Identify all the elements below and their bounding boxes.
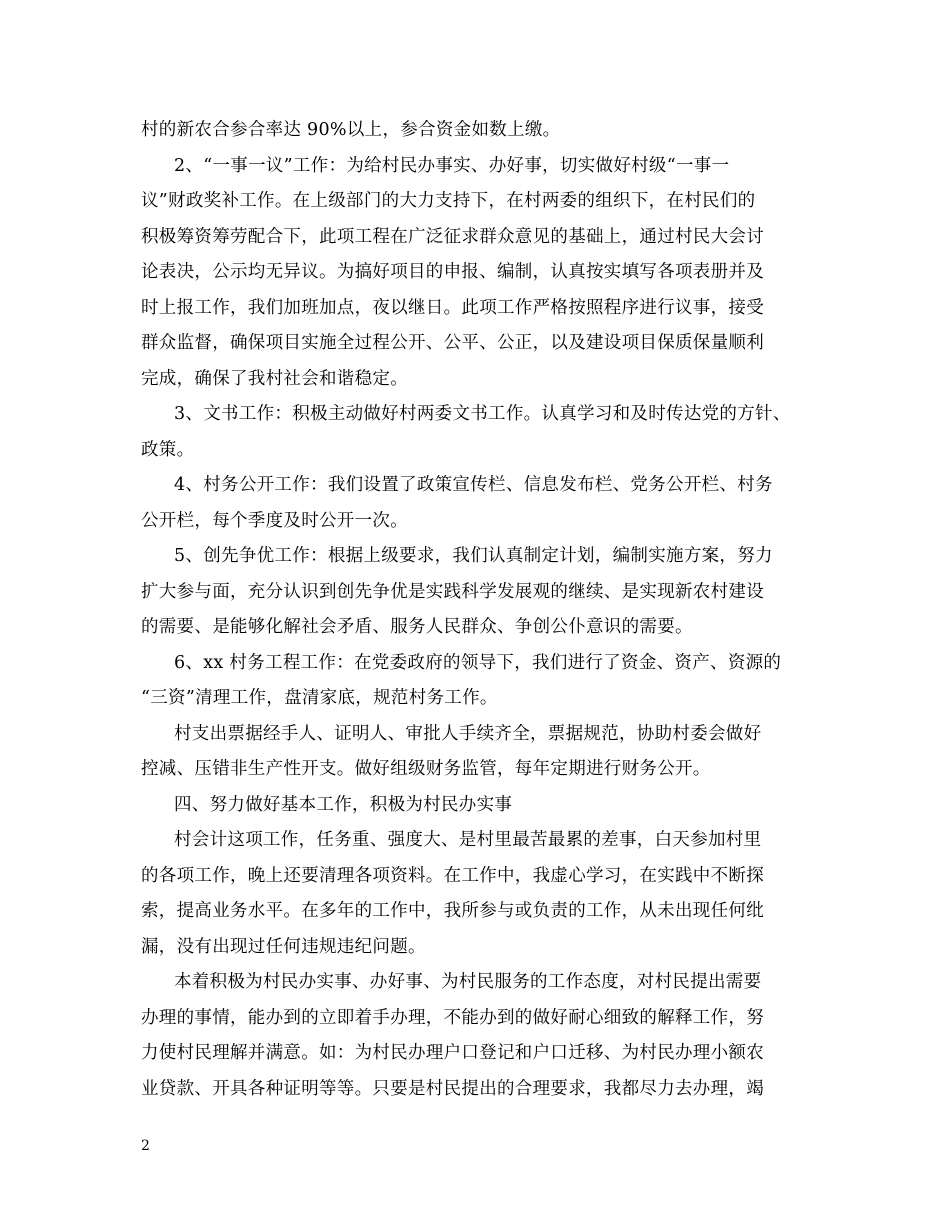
text-line: 的需要、是能够化解社会矛盾、服务人民群众、争创公仆意识的需要。 [141, 617, 693, 637]
text-line: 积极筹资筹劳配合下，此项工程在广泛征求群众意见的基础上，通过村民大会讨 [141, 226, 764, 247]
text-line: 村支出票据经手人、证明人、审批人手续齐全，票据规范，协助村委会做好 [174, 723, 762, 744]
text-line: 力使村民理解并满意。如：为村民办理户口登记和户口迁移、为村民办理小额农 [141, 1043, 764, 1063]
text-line: 漏，没有出现过任何违规违纪问题。 [141, 936, 426, 957]
text-line: 村会计这项工作，任务重、强度大、是村里最苦最累的差事，白天参加村里 [174, 830, 762, 850]
text-line: 办理的事情，能办到的立即着手办理，不能办到的做好耐心细致的解释工作，努 [141, 1007, 764, 1028]
body-text [141, 113, 821, 1107]
text-line: 业贷款、开具各种证明等等。只要是村民提出的合理要求，我都尽力去办理，竭 [141, 1078, 764, 1099]
text-line: 群众监督，确保项目实施全过程公开、公平、公正，以及建设项目保质保量顺利 [141, 333, 764, 353]
text-line: 2、“一事一议”工作：为给村民办事实、办好事，切实做好村级“一事一 [174, 155, 730, 176]
text-line: 索，提高业务水平。在多年的工作中，我所参与或负责的工作，从未出现任何纰 [141, 901, 764, 921]
text-line: 控减、压错非生产性开支。做好组级财务监管，每年定期进行财务公开。 [141, 759, 711, 779]
text-line: 的各项工作，晚上还要清理各项资料。在工作中，我虚心学习，在实践中不断探 [141, 865, 764, 886]
text-line: 村的新农合参合率达 90%以上，参合资金如数上缴。 [141, 120, 561, 140]
text-line: 论表决，公示均无异议。为搞好项目的申报、编制，认真按实填写各项表册并及 [141, 262, 764, 282]
text-line: 议”财政奖补工作。在上级部门的大力支持下，在村两委的组织下，在村民们的 [141, 191, 756, 211]
text-line: 政策。 [141, 439, 195, 460]
text-line: 本着积极为村民办实事、办好事、为村民服务的工作态度，对村民提出需要 [174, 972, 762, 992]
text-line: 时上报工作，我们加班加点，夜以继日。此项工作严格按照程序进行议事，接受 [141, 297, 764, 318]
text-line: “三资”清理工作，盘清家底，规范村务工作。 [141, 688, 498, 708]
text-line: 四、努力做好基本工作，积极为村民办实事 [174, 794, 513, 815]
text-line: 3、文书工作：积极主动做好村两委文书工作。认真学习和及时传达党的方针、 [174, 404, 791, 424]
page-number: 2 [141, 1138, 150, 1154]
text-line: 完成，确保了我村社会和谐稳定。 [141, 368, 408, 389]
text-line: 4、村务公开工作：我们设置了政策宣传栏、信息发布栏、党务公开栏、村务 [174, 475, 773, 495]
text-line: 5、创先争优工作：根据上级要求，我们认真制定计划，编制实施方案，努力 [174, 546, 773, 566]
text-line: 公开栏，每个季度及时公开一次。 [141, 510, 408, 531]
text-line: 扩大参与面，充分认识到创先争优是实践科学发展观的继续、是实现新农村建设 [141, 581, 764, 602]
text-line: 6、xx 村务工程工作：在党委政府的领导下，我们进行了资金、资产、资源的 [174, 652, 782, 673]
